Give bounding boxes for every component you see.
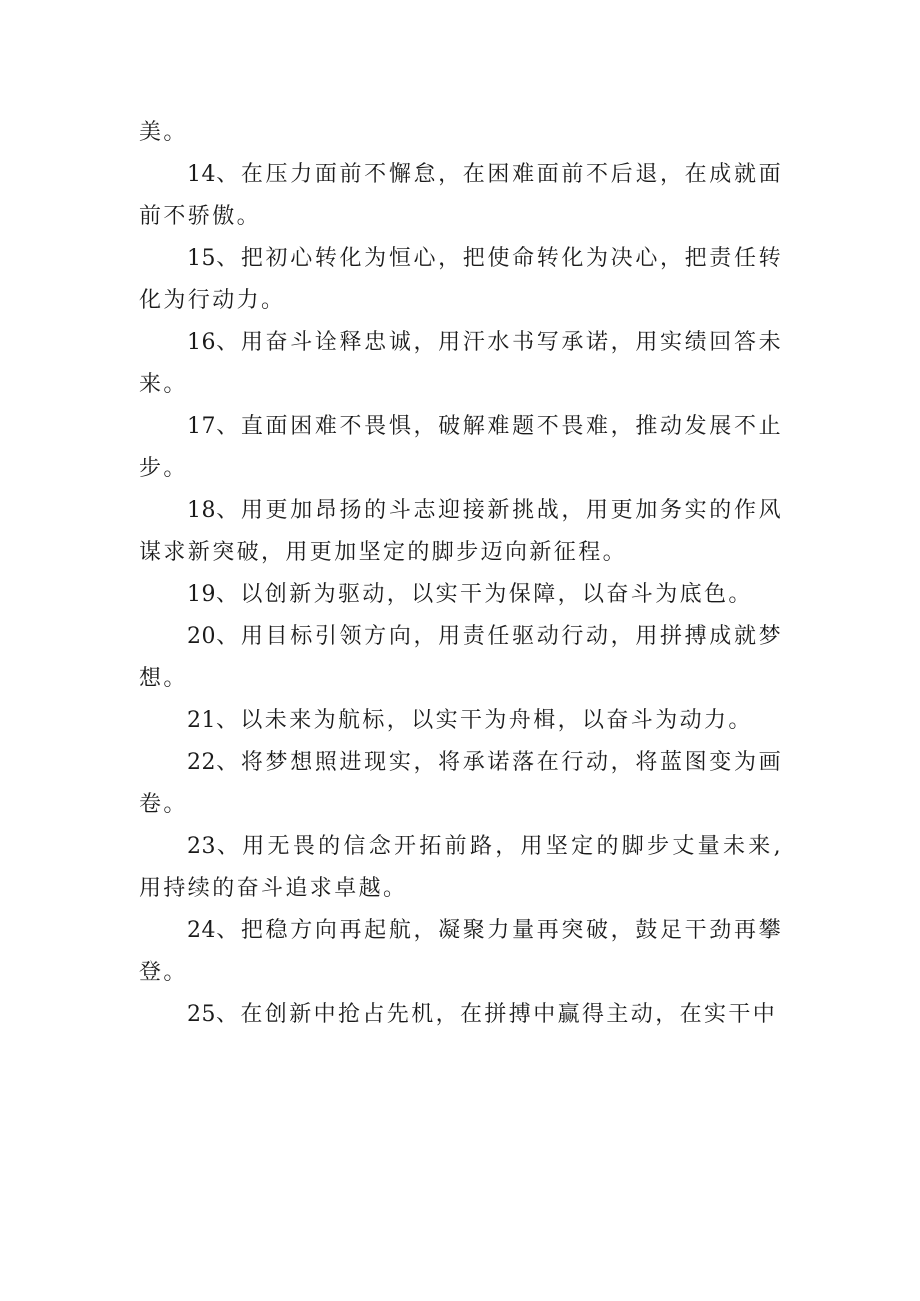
paragraph-text: 、用更加昂扬的斗志迎接新挑战，用更加务实的作风谋求新突破，用更加坚定的脚步迈向新征程。 bbox=[139, 498, 783, 565]
paragraph-number: 25 bbox=[187, 1002, 216, 1027]
paragraph-23 bbox=[139, 826, 783, 910]
paragraph-number: 19 bbox=[187, 582, 216, 607]
paragraph-number: 24 bbox=[187, 918, 216, 943]
paragraph-number: 17 bbox=[187, 414, 216, 439]
paragraph-text: 、用无畏的信念开拓前路，用坚定的脚步丈量未来,用持续的奋斗追求卓越。 bbox=[139, 834, 783, 901]
paragraph-19 bbox=[139, 574, 783, 616]
paragraph-16 bbox=[139, 322, 783, 406]
paragraph-number: 18 bbox=[187, 498, 216, 523]
paragraph-15 bbox=[139, 238, 783, 322]
paragraph-21 bbox=[139, 700, 783, 742]
paragraph-text: 、把稳方向再起航，凝聚力量再突破，鼓足干劲再攀登。 bbox=[139, 918, 783, 985]
document-body bbox=[139, 112, 783, 1036]
paragraph-text: 美。 bbox=[139, 120, 188, 145]
paragraph-number: 20 bbox=[187, 624, 216, 649]
paragraph-17 bbox=[139, 406, 783, 490]
paragraph-text: 、用奋斗诠释忠诚，用汗水书写承诺，用实绩回答未来。 bbox=[139, 330, 783, 397]
paragraph-text: 、将梦想照进现实，将承诺落在行动，将蓝图变为画卷。 bbox=[139, 750, 783, 817]
paragraph-number: 22 bbox=[187, 750, 216, 775]
paragraph-14 bbox=[139, 154, 783, 238]
paragraph-20 bbox=[139, 616, 783, 700]
paragraph-number: 14 bbox=[187, 162, 216, 187]
paragraph-text: 、在创新中抢占先机，在拼搏中赢得主动，在实干中 bbox=[216, 1002, 778, 1027]
paragraph-text: 、直面困难不畏惧，破解难题不畏难，推动发展不止步。 bbox=[139, 414, 783, 481]
paragraph-22 bbox=[139, 742, 783, 826]
paragraph-18 bbox=[139, 490, 783, 574]
paragraph-text: 、用目标引领方向，用责任驱动行动，用拼搏成就梦想。 bbox=[139, 624, 783, 691]
paragraph-25 bbox=[139, 994, 783, 1036]
paragraph-continuation bbox=[139, 112, 783, 154]
paragraph-number: 23 bbox=[187, 834, 216, 859]
paragraph-24 bbox=[139, 910, 783, 994]
paragraph-number: 21 bbox=[187, 708, 216, 733]
paragraph-text: 、在压力面前不懈怠，在困难面前不后退，在成就面前不骄傲。 bbox=[139, 162, 783, 229]
paragraph-text: 、把初心转化为恒心，把使命转化为决心，把责任转化为行动力。 bbox=[139, 246, 783, 313]
paragraph-text: 、以创新为驱动，以实干为保障，以奋斗为底色。 bbox=[216, 582, 753, 607]
paragraph-number: 15 bbox=[187, 246, 216, 271]
paragraph-text: 、以未来为航标，以实干为舟楫，以奋斗为动力。 bbox=[216, 708, 753, 733]
paragraph-number: 16 bbox=[187, 330, 216, 355]
